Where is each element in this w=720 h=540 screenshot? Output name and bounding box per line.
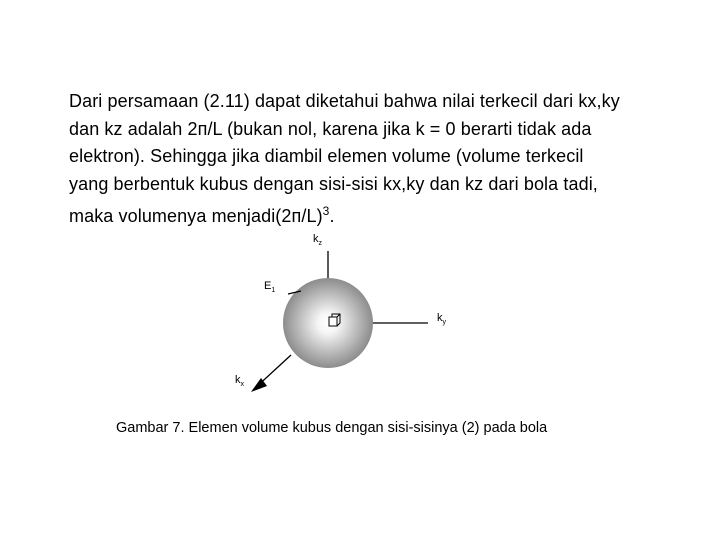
paragraph-line-5-text: maka volumenya menjadi(2п/L) <box>69 206 323 226</box>
paragraph-line-2: dan kz adalah 2п/L (bukan nol, karena jika k = 0 berarti tidak ada <box>69 118 592 139</box>
paragraph-line-4: yang berbentuk kubus dengan sisi-sisi kx,ky dan kz dari bola tadi, <box>69 173 598 194</box>
figure-caption: Gambar 7. Elemen volume kubus dengan sisi-sisinya (2) pada bola <box>116 420 548 436</box>
kz-label: $k_z$ <box>313 233 322 247</box>
e1-label: $E_1$ <box>264 280 276 294</box>
ky-label: $k_y$ <box>437 312 446 326</box>
kx-label: $k_x$ <box>235 374 244 388</box>
paragraph-line-3: elektron). Sehingga jika diambil elemen volume (volume terkecil <box>69 146 584 166</box>
paragraph-line-5-end: . <box>329 206 335 226</box>
paragraph-line-1: Dari persamaan (2.11) dapat diketahui bahwa nilai terkecil dari kx,ky <box>69 91 620 111</box>
paragraph-exponent: 3 <box>322 204 330 218</box>
